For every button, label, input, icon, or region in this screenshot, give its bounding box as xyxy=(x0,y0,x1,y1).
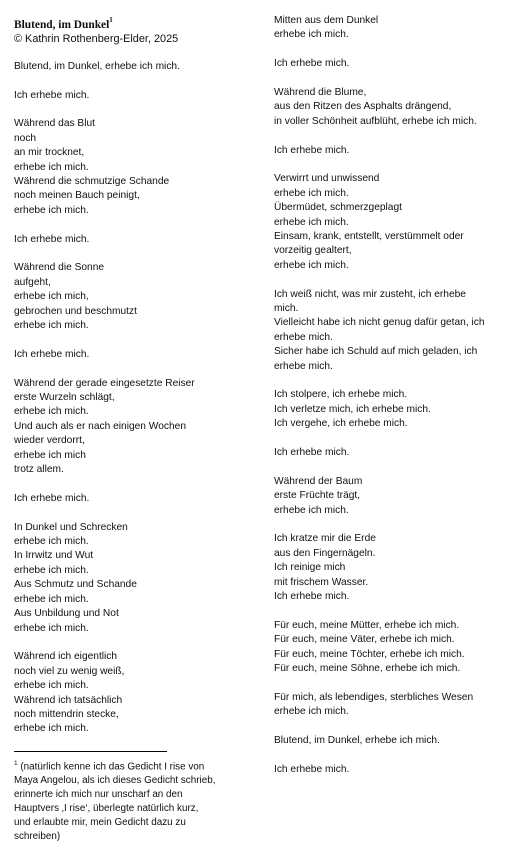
poem-line: erhebe ich mich. xyxy=(274,187,349,199)
poem-line: Blutend, im Dunkel, erhebe ich mich. xyxy=(14,60,180,72)
poem-line: Ich erhebe mich. xyxy=(274,447,350,459)
stanza xyxy=(274,532,506,604)
stanza xyxy=(274,14,506,43)
poem-line: erhebe mich. xyxy=(274,331,333,343)
poem-line: erhebe ich mich. xyxy=(14,536,89,548)
poem-line: Ich erhebe mich. xyxy=(14,492,90,504)
poem-line: aus den Fingernägeln. xyxy=(274,547,376,559)
poem-line: erhebe mich. xyxy=(274,360,333,372)
poem-line: Ich kratze mir die Erde xyxy=(274,533,376,545)
stanza xyxy=(274,86,506,129)
poem-line: In Dunkel und Schrecken xyxy=(14,521,128,533)
stanza xyxy=(14,521,260,636)
footnote-line xyxy=(14,757,260,774)
stanza xyxy=(14,117,260,218)
poem-line: Ich verletze mich, ich erhebe mich. xyxy=(274,403,431,415)
poem-line: mit frischem Wasser. xyxy=(274,576,369,588)
poem-line: Blutend, im Dunkel, erhebe ich mich. xyxy=(274,735,440,747)
poem-line: Ich erhebe mich. xyxy=(274,763,350,775)
poem-line: erhebe ich mich. xyxy=(14,564,89,576)
right-stanzas xyxy=(274,14,506,777)
footnote-reference[interactable]: 1 xyxy=(109,16,113,24)
poem-line: noch meinen Bauch peinigt, xyxy=(14,190,140,202)
footnote xyxy=(14,757,260,844)
poem-line: erhebe ich mich. xyxy=(274,504,349,516)
stanza xyxy=(14,261,260,333)
stanza xyxy=(274,619,506,677)
poem-line: Aus Unbildung und Not xyxy=(14,608,119,620)
stanza xyxy=(274,288,506,374)
stanza xyxy=(14,89,260,103)
poem-line: erste Wurzeln schlägt, xyxy=(14,392,115,404)
stanza xyxy=(14,492,260,506)
poem-line: erhebe ich mich. xyxy=(14,723,89,735)
poem-line: trotz allem. xyxy=(14,464,64,476)
poem-title: Blutend, im Dunkel$^1$ xyxy=(14,16,113,31)
poem-line: Mitten aus dem Dunkel xyxy=(274,15,379,26)
stanza xyxy=(274,57,506,71)
poem-line: erhebe ich mich. xyxy=(14,622,89,634)
poem-line: erhebe ich mich. xyxy=(14,406,89,418)
poem-line: Ich erhebe mich. xyxy=(14,89,90,101)
poem-line: erhebe ich mich xyxy=(14,449,86,461)
poem-line: erhebe ich mich. xyxy=(14,680,89,692)
footnote-line: und erlaubte mir, mein Gedicht dazu zu xyxy=(14,817,186,829)
stanza xyxy=(14,377,260,478)
stanza xyxy=(274,388,506,431)
poem-line: Ich erhebe mich. xyxy=(14,233,90,245)
footnote-line: schreiben) xyxy=(14,830,61,842)
poem-line: Während die schmutzige Schande xyxy=(14,176,170,188)
footnote-text: (natürlich kenne ich das Gedicht I rise von xyxy=(20,761,205,773)
poem-line: noch mittendrin stecke, xyxy=(14,708,119,720)
poem-line: Und auch als er nach einigen Wochen xyxy=(14,420,186,432)
poem-line: erhebe ich mich. xyxy=(14,204,89,216)
poem-line: an mir trocknet, xyxy=(14,147,85,159)
stanza xyxy=(274,446,506,460)
poem-line: Übermüdet, schmerzgeplagt xyxy=(274,202,402,214)
stanza xyxy=(274,144,506,158)
poem-line: aufgeht, xyxy=(14,276,51,288)
poem-line: Während der gerade eingesetzte Reiser xyxy=(14,377,195,389)
poem-line: Ich erhebe mich. xyxy=(274,144,350,156)
poem-line: vorzeitig gealtert, xyxy=(274,245,352,257)
poem-line: Für mich, als lebendiges, sterbliches Wesen xyxy=(274,691,474,703)
poem-line: Ich reinige mich xyxy=(274,562,346,574)
poem-line: Während ich eigentlich xyxy=(14,651,118,663)
stanza xyxy=(274,691,506,720)
poem-line: erhebe ich mich, xyxy=(14,291,89,303)
poem-line: Während das Blut xyxy=(14,118,95,130)
poem-line: noch viel zu wenig weiß, xyxy=(14,665,125,677)
stanza xyxy=(14,60,260,74)
stanza xyxy=(14,650,260,736)
poem-line: Verwirrt und unwissend xyxy=(274,173,380,185)
poem-line: erhebe ich mich. xyxy=(274,216,349,228)
poem-line: Während die Blume, xyxy=(274,87,367,98)
poem-line: erhebe ich mich. xyxy=(14,593,89,605)
left-column xyxy=(14,14,260,844)
poem-line: Ich erhebe mich. xyxy=(274,591,350,603)
poem-line: Während ich tatsächlich xyxy=(14,694,123,706)
author-byline: © Kathrin Rothenberg-Elder, 2025 xyxy=(14,32,179,45)
poem-line: gebrochen und beschmutzt xyxy=(14,305,137,317)
poem-line: mich. xyxy=(274,303,299,315)
poem-line: Für euch, meine Töchter, erhebe ich mich. xyxy=(274,648,465,660)
poem-line: Ich weiß nicht, was mir zusteht, ich erhebe xyxy=(274,288,466,300)
poem-line: Für euch, meine Mütter, erhebe ich mich. xyxy=(274,619,460,631)
poem-line: in voller Schönheit aufblüht, erhebe ich mich. xyxy=(274,115,477,127)
stanza xyxy=(274,763,506,777)
poem-line: Einsam, krank, entstellt, verstümmelt oder xyxy=(274,231,464,243)
poem-line: erhebe ich mich. xyxy=(274,29,349,41)
footnote-lines xyxy=(14,757,260,844)
poem-line: erhebe ich mich. xyxy=(274,259,349,271)
footnote-divider xyxy=(14,751,167,752)
poem-line: Ich erhebe mich. xyxy=(14,348,90,360)
stanza xyxy=(274,734,506,748)
footnote-line: erinnerte ich mich nur unscharf an den xyxy=(14,789,183,801)
stanza xyxy=(14,348,260,362)
poem-line: Ich erhebe mich. xyxy=(274,58,350,70)
right-column xyxy=(274,14,506,792)
poem-line: erste Früchte trägt, xyxy=(274,490,361,502)
footnote-line: Hauptvers ‚I rise‘, überlegte natürlich kurz, xyxy=(14,803,199,815)
poem-line: Sicher habe ich Schuld auf mich geladen, ich xyxy=(274,346,478,358)
poem-line: Für euch, meine Väter, erhebe ich mich. xyxy=(274,634,455,646)
stanza xyxy=(14,233,260,247)
poem-line: wieder verdorrt, xyxy=(14,435,85,447)
poem-line: Ich vergehe, ich erhebe mich. xyxy=(274,418,408,430)
poem-line: Vielleicht habe ich nicht genug dafür getan, ich xyxy=(274,317,485,329)
poem-line: Während der Baum xyxy=(274,475,363,487)
stanza xyxy=(274,475,506,518)
footnote-mark: 1 xyxy=(14,760,18,768)
poem-line: erhebe ich mich. xyxy=(274,706,349,718)
poem-line: Für euch, meine Söhne, erhebe ich mich. xyxy=(274,663,461,675)
poem-line: Ich stolpere, ich erhebe mich. xyxy=(274,389,408,401)
stanza xyxy=(274,172,506,273)
poem-line: Während die Sonne xyxy=(14,262,105,274)
poem-line: In Irrwitz und Wut xyxy=(14,550,94,562)
left-stanzas xyxy=(14,60,260,737)
poem-line: erhebe ich mich. xyxy=(14,161,89,173)
poem-line: noch xyxy=(14,132,37,144)
poem-line: erhebe ich mich. xyxy=(14,320,89,332)
footnote-line: Maya Angelou, als ich dieses Gedicht schrieb, xyxy=(14,775,216,787)
poem-line: Aus Schmutz und Schande xyxy=(14,579,137,591)
poem-line: aus den Ritzen des Asphalts drängend, xyxy=(274,101,452,113)
